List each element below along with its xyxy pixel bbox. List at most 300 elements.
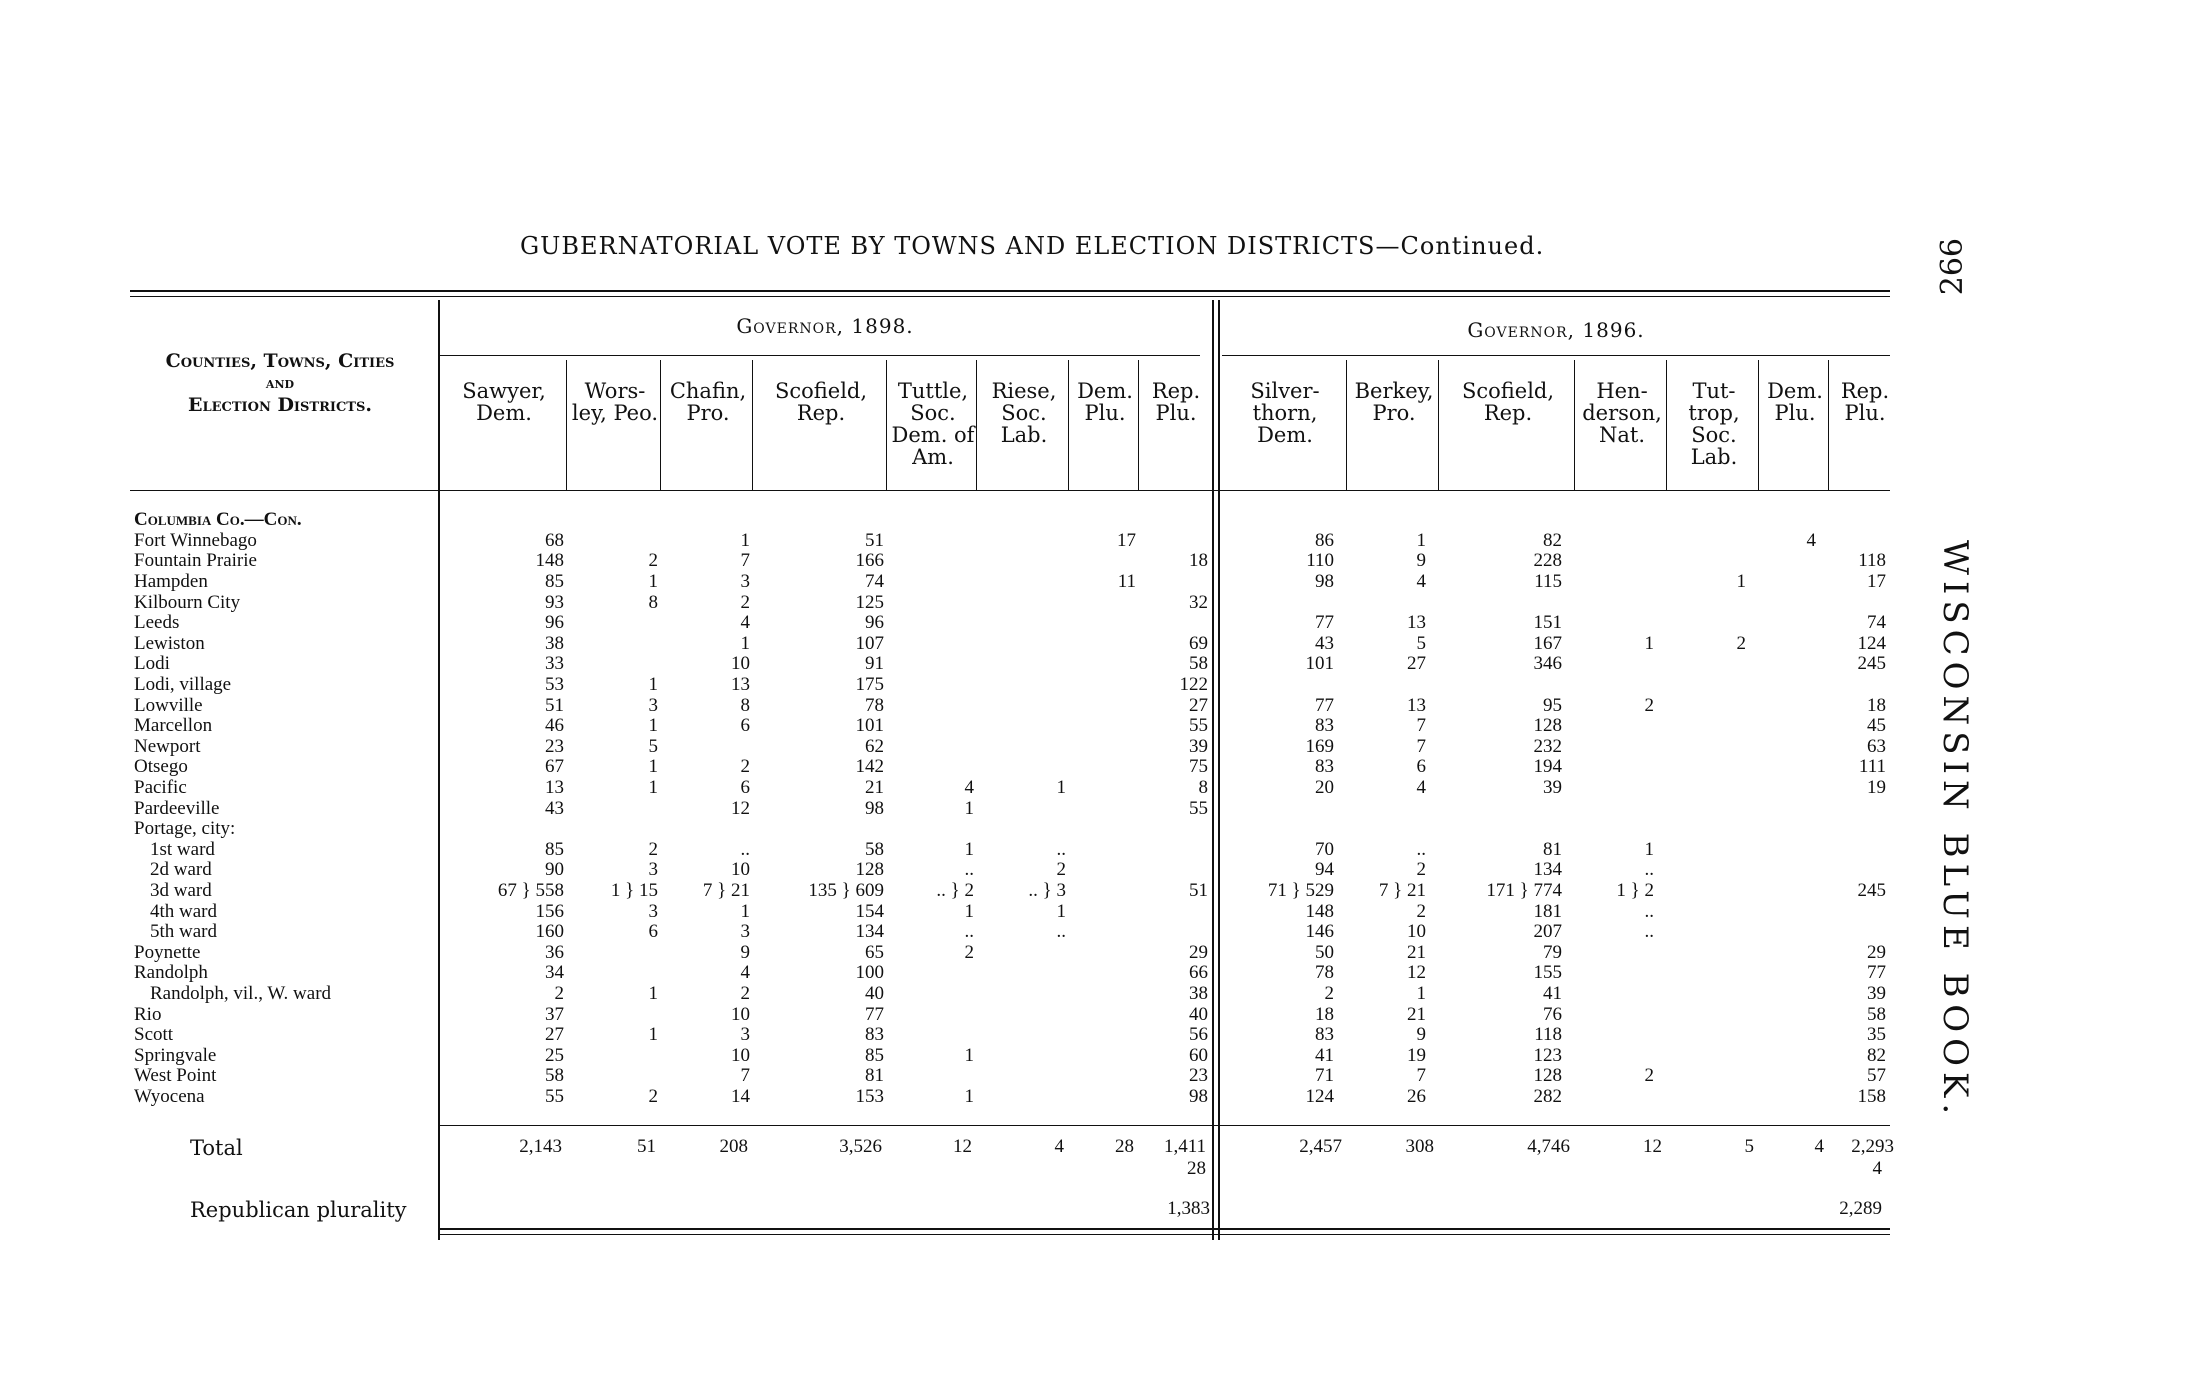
vote-cell: 148 <box>1305 901 1334 922</box>
group-rule-1898 <box>440 355 1200 356</box>
vote-cell <box>978 716 1070 737</box>
vote-cell: 128 <box>855 860 884 881</box>
vote-cell: 3 <box>648 860 658 881</box>
vote-cell: 78 <box>1315 963 1334 984</box>
vote-cell: 9 <box>1416 1024 1426 1046</box>
vote-cell: 1 <box>1416 983 1426 1004</box>
vote-cell <box>1658 778 1750 799</box>
vote-cell: 1 <box>964 901 974 922</box>
vote-cell: 62 <box>865 736 884 757</box>
header-col-rule <box>1758 360 1759 490</box>
vote-cell: 56 <box>1189 1024 1208 1046</box>
vote-cell <box>1820 901 1890 922</box>
vote-cell <box>1338 675 1430 696</box>
vote-cell: 107 <box>855 633 884 654</box>
vote-cell: .. <box>964 921 974 943</box>
vote-cell: 2 <box>740 983 750 1004</box>
vote-cell <box>1070 963 1140 984</box>
vote-cell: 40 <box>865 983 884 1004</box>
vote-cell <box>888 737 978 758</box>
vote-cell: 83 <box>1315 1024 1334 1046</box>
vote-cell: 10 <box>1407 921 1426 943</box>
total-cell: 51 <box>637 1136 656 1157</box>
vote-cell <box>568 942 662 963</box>
vote-cell: 110 <box>1306 551 1334 572</box>
vote-cell <box>1658 1025 1750 1046</box>
vote-cell: 1 <box>740 633 750 654</box>
header-col-rule <box>1346 360 1347 490</box>
vote-cell <box>1658 860 1750 881</box>
vote-cell <box>1140 901 1212 922</box>
vote-cell: 67 <box>545 757 564 778</box>
vote-cell: 3 <box>648 695 658 716</box>
plurality-1896: 2,289 <box>1839 1198 1882 1219</box>
total-cell: 4 <box>1814 1136 1824 1157</box>
running-header-title: WISCONSIN BLUE BOOK. <box>1935 540 1975 1121</box>
vote-cell <box>1658 716 1750 737</box>
vote-cell: 27 <box>545 1024 564 1046</box>
vote-cell: 1 <box>1056 901 1066 922</box>
vote-cell: 167 <box>1533 633 1562 654</box>
empty-cell <box>1140 510 1212 531</box>
vote-cell: 4 <box>1806 530 1816 551</box>
vote-cell <box>978 675 1070 696</box>
table-row <box>130 551 1890 572</box>
empty-cell <box>978 510 1070 531</box>
vote-cell: 35 <box>1867 1024 1886 1046</box>
vote-cell: .. <box>1644 901 1654 922</box>
vote-cell <box>1658 757 1750 778</box>
empty-cell <box>662 510 754 531</box>
district-name: Otsego <box>134 757 188 778</box>
vote-cell: 65 <box>865 942 884 963</box>
district-name: Hampden <box>134 571 208 593</box>
district-name: Lodi, village <box>134 674 232 696</box>
table-row <box>130 1045 1890 1066</box>
vote-cell: 13 <box>545 777 564 799</box>
vote-cell: 7 } 21 <box>1378 880 1426 901</box>
vote-cell: 1 } 15 <box>610 880 658 901</box>
vote-cell: 245 <box>1857 654 1886 675</box>
vote-cell <box>1070 695 1140 716</box>
vote-cell: 3 <box>740 1024 750 1046</box>
vote-cell <box>978 531 1070 552</box>
vote-cell <box>1070 942 1140 963</box>
vote-cell <box>978 737 1070 758</box>
table-row <box>130 922 1890 943</box>
vote-cell <box>1820 592 1890 613</box>
vote-cell: .. <box>964 860 974 881</box>
vote-cell <box>662 819 754 840</box>
vote-cell: 34 <box>545 963 564 984</box>
vote-cell <box>1070 901 1140 922</box>
total-sub-1898: 28 <box>1187 1158 1206 1179</box>
vote-cell <box>888 675 978 696</box>
vote-cell <box>662 737 754 758</box>
vote-table <box>130 510 1890 1107</box>
vote-cell: 4 <box>1416 571 1426 593</box>
vote-cell: 55 <box>1189 798 1208 819</box>
vote-cell: 228 <box>1533 551 1562 572</box>
vote-cell: 13 <box>731 674 750 696</box>
total-cell: 308 <box>1405 1136 1434 1157</box>
vote-cell <box>1070 778 1140 799</box>
vote-cell <box>1658 1045 1750 1066</box>
total-cell: 2,457 <box>1299 1136 1342 1157</box>
section-label: Columbia Co.—Con. <box>134 510 302 531</box>
vote-cell <box>1658 1087 1750 1108</box>
header-col-rule <box>1666 360 1667 490</box>
vote-cell: 118 <box>1534 1024 1562 1046</box>
vote-cell: 1 <box>1644 839 1654 860</box>
vote-cell: 111 <box>1858 757 1886 778</box>
vote-cell: 8 <box>740 695 750 716</box>
district-name: 3d ward <box>150 880 212 901</box>
vote-cell <box>1566 798 1658 819</box>
vote-cell <box>1070 613 1140 634</box>
vote-cell: 128 <box>1533 715 1562 737</box>
vote-cell: 3 <box>648 901 658 922</box>
vote-cell <box>1750 572 1820 593</box>
vote-cell <box>1070 840 1140 861</box>
vote-cell <box>978 1066 1070 1087</box>
total-rule <box>440 1125 1890 1126</box>
vote-cell <box>1430 675 1566 696</box>
vote-cell: 86 <box>1315 530 1334 551</box>
vote-cell: 85 <box>545 571 564 593</box>
vote-cell <box>888 757 978 778</box>
vote-cell <box>888 634 978 655</box>
total-cell: 12 <box>953 1136 972 1157</box>
vote-cell <box>568 531 662 552</box>
vote-cell <box>1820 819 1890 840</box>
vote-cell <box>1338 798 1430 819</box>
vote-cell: 58 <box>865 839 884 860</box>
vote-cell: 5 <box>1416 633 1426 654</box>
empty-cell <box>1430 510 1566 531</box>
vote-cell: 18 <box>1189 551 1208 572</box>
vote-cell <box>1750 551 1820 572</box>
plurality-label: Republican plurality <box>190 1198 407 1222</box>
vote-cell: 181 <box>1533 901 1562 922</box>
vote-cell: 66 <box>1189 963 1208 984</box>
empty-cell <box>1212 510 1338 531</box>
vote-cell <box>1070 922 1140 943</box>
total-cell: 3,526 <box>839 1136 882 1157</box>
vote-cell: 85 <box>865 1045 884 1066</box>
header-col-rule <box>1438 360 1439 490</box>
vote-cell <box>568 819 662 840</box>
vote-cell <box>888 572 978 593</box>
top-rule-thin <box>130 296 1890 297</box>
vote-cell <box>1658 798 1750 819</box>
header-col-rule <box>1068 360 1069 490</box>
vote-cell: 91 <box>865 654 884 675</box>
vote-cell: 1 <box>648 674 658 696</box>
header-col-rule <box>1828 360 1829 490</box>
vote-cell: 124 <box>1857 633 1886 654</box>
table-row <box>130 963 1890 984</box>
vote-cell: 63 <box>1867 736 1886 757</box>
vote-cell <box>1750 942 1820 963</box>
vote-cell: 10 <box>731 1004 750 1025</box>
vote-cell: 33 <box>545 654 564 675</box>
vote-cell <box>888 716 978 737</box>
vote-cell <box>888 1066 978 1087</box>
column-header: Wors-ley, Peo. <box>571 379 659 425</box>
vote-cell <box>568 1045 662 1066</box>
vote-cell: 1 <box>740 530 750 551</box>
vote-cell <box>1658 695 1750 716</box>
vote-cell <box>1658 654 1750 675</box>
vote-cell: 11 <box>1117 571 1136 593</box>
bottom-rule-thin <box>440 1234 1890 1235</box>
vote-cell <box>978 942 1070 963</box>
vote-cell: 17 <box>1117 530 1136 551</box>
vote-cell: 27 <box>1407 654 1426 675</box>
total-cell: 5 <box>1744 1136 1754 1157</box>
vote-cell <box>1070 1004 1140 1025</box>
row-header: Counties, Towns, Cities and Election Districts. <box>165 350 395 416</box>
vote-cell <box>1658 1004 1750 1025</box>
vote-cell: 41 <box>1315 1045 1334 1066</box>
vote-cell <box>1070 716 1140 737</box>
vote-cell: 36 <box>545 942 564 963</box>
vote-cell: 4 <box>740 612 750 634</box>
total-cell: 28 <box>1115 1136 1134 1157</box>
vote-cell: 75 <box>1189 757 1208 778</box>
vote-cell <box>1566 942 1658 963</box>
vote-cell: 13 <box>1407 695 1426 716</box>
vote-cell: 125 <box>855 592 884 613</box>
vote-cell: 207 <box>1533 921 1562 943</box>
vote-cell: 124 <box>1305 1086 1334 1107</box>
vote-cell: 10 <box>731 654 750 675</box>
vote-cell: 68 <box>545 530 564 551</box>
vote-cell: 82 <box>1867 1045 1886 1066</box>
vote-cell <box>1820 675 1890 696</box>
vote-cell <box>1658 737 1750 758</box>
vote-cell <box>1820 860 1890 881</box>
vote-cell <box>1750 757 1820 778</box>
vote-cell: 39 <box>1189 736 1208 757</box>
vote-cell <box>888 654 978 675</box>
vote-cell: 82 <box>1543 530 1562 551</box>
group-header-1898: Governor, 1898. <box>736 314 914 338</box>
vote-cell <box>978 1087 1070 1108</box>
vote-cell: 76 <box>1543 1004 1562 1025</box>
vote-cell: 70 <box>1315 839 1334 860</box>
vote-cell: 7 } 21 <box>702 880 750 901</box>
vote-cell <box>1566 778 1658 799</box>
vote-cell: 69 <box>1189 633 1208 654</box>
vote-cell: 83 <box>865 1024 884 1046</box>
vote-cell: 39 <box>1543 777 1562 799</box>
vote-cell <box>1750 1066 1820 1087</box>
vote-cell <box>1212 819 1338 840</box>
vote-cell <box>754 819 888 840</box>
group-header-1896: Governor, 1896. <box>1467 318 1645 342</box>
empty-cell <box>754 510 888 531</box>
vote-cell <box>1566 737 1658 758</box>
vote-cell: 123 <box>1533 1045 1562 1066</box>
vote-cell <box>978 1004 1070 1025</box>
vote-cell <box>1070 654 1140 675</box>
vote-cell: 2 <box>1056 860 1066 881</box>
vote-cell: 6 <box>740 715 750 737</box>
vote-cell <box>1658 531 1750 552</box>
vote-cell: 9 <box>740 942 750 963</box>
vote-cell <box>1750 901 1820 922</box>
vote-cell <box>1658 840 1750 861</box>
vote-cell: 8 <box>1198 777 1208 799</box>
vote-cell <box>1070 592 1140 613</box>
empty-cell <box>440 510 568 531</box>
vote-cell <box>1750 1087 1820 1108</box>
total-sub-1896: 4 <box>1872 1158 1882 1179</box>
vote-cell: 10 <box>731 860 750 881</box>
total-cell: 1,411 <box>1163 1136 1206 1157</box>
vote-cell <box>1070 1025 1140 1046</box>
vote-cell: 6 <box>1416 757 1426 778</box>
header-col-rule <box>752 360 753 490</box>
vote-cell <box>1070 819 1140 840</box>
vote-cell: 98 <box>1189 1086 1208 1107</box>
vote-cell: 7 <box>740 1066 750 1087</box>
vote-cell: 1 <box>648 715 658 737</box>
district-name: Pacific <box>134 777 187 799</box>
district-name: 1st ward <box>150 839 215 860</box>
vote-cell: 55 <box>545 1086 564 1107</box>
vote-cell: 18 <box>1867 695 1886 716</box>
vote-cell <box>1750 881 1820 902</box>
vote-cell <box>888 1004 978 1025</box>
vote-cell: 85 <box>545 839 564 860</box>
vote-cell <box>978 613 1070 634</box>
vote-cell <box>888 819 978 840</box>
vote-cell <box>1140 840 1212 861</box>
column-header: Dem. Plu. <box>1077 379 1133 425</box>
vote-cell <box>1338 819 1430 840</box>
vote-cell <box>1070 1087 1140 1108</box>
district-name: Lewiston <box>134 633 205 654</box>
vote-cell: 169 <box>1305 736 1334 757</box>
vote-cell: 2 <box>740 592 750 613</box>
table-row <box>130 757 1890 778</box>
vote-cell: 8 <box>648 592 658 613</box>
table-row <box>130 695 1890 716</box>
vote-cell: 1 <box>964 1045 974 1066</box>
vote-cell <box>568 634 662 655</box>
empty-cell <box>888 510 978 531</box>
vote-cell: 134 <box>1533 860 1562 881</box>
vote-cell <box>1566 531 1658 552</box>
vote-cell <box>1212 798 1338 819</box>
vote-cell <box>1566 592 1658 613</box>
plurality-1898: 1,383 <box>1167 1198 1210 1219</box>
column-header: Dem. Plu. <box>1767 379 1823 425</box>
vote-cell <box>568 1004 662 1025</box>
vote-cell: 46 <box>545 715 564 737</box>
vote-cell: 39 <box>1867 983 1886 1004</box>
district-name: Pardeeville <box>134 798 220 819</box>
district-name: Randolph <box>134 963 208 984</box>
vote-cell: 155 <box>1533 963 1562 984</box>
vote-cell: 55 <box>1189 715 1208 737</box>
vote-cell <box>1212 675 1338 696</box>
vote-cell: 115 <box>1534 571 1562 593</box>
vote-cell <box>978 984 1070 1005</box>
vote-cell: 1 <box>648 983 658 1004</box>
column-header: Sawyer, Dem. <box>462 379 546 425</box>
vote-cell <box>978 963 1070 984</box>
vote-cell: 26 <box>1407 1086 1426 1107</box>
table-row <box>130 984 1890 1005</box>
vote-cell <box>1658 942 1750 963</box>
empty-cell <box>1338 510 1430 531</box>
vote-cell: 41 <box>1543 983 1562 1004</box>
vote-cell: 282 <box>1533 1086 1562 1107</box>
vote-cell <box>1658 963 1750 984</box>
header-bottom-rule <box>130 490 1890 491</box>
vote-cell: 43 <box>545 798 564 819</box>
vote-cell: 37 <box>545 1004 564 1025</box>
header-col-rule <box>1574 360 1575 490</box>
vote-cell <box>1820 840 1890 861</box>
vote-cell: 81 <box>1543 839 1562 860</box>
bottom-rule <box>440 1228 1890 1230</box>
vote-cell: 3 <box>740 921 750 943</box>
vote-cell <box>568 963 662 984</box>
vote-cell <box>1750 1045 1820 1066</box>
vote-cell: 2 <box>740 757 750 778</box>
vote-cell: 7 <box>740 551 750 572</box>
vote-cell: 12 <box>1407 963 1426 984</box>
vote-cell: 160 <box>535 921 564 943</box>
vote-cell: 154 <box>855 901 884 922</box>
vote-cell <box>1070 984 1140 1005</box>
district-name: Scott <box>134 1024 174 1046</box>
column-header: Tut-trop, Soc. Lab. <box>1688 379 1740 469</box>
vote-cell <box>1566 572 1658 593</box>
table-row <box>130 1025 1890 1046</box>
vote-cell: 346 <box>1533 654 1562 675</box>
vote-cell: 50 <box>1315 942 1334 963</box>
vote-cell: 156 <box>535 901 564 922</box>
column-header: Chafin, Pro. <box>669 379 747 425</box>
vote-cell <box>1140 572 1212 593</box>
page-title: GUBERNATORIAL VOTE BY TOWNS AND ELECTION DISTRICTS—Continued. <box>520 232 1545 260</box>
header-col-rule <box>976 360 977 490</box>
vote-cell <box>1070 1066 1140 1087</box>
total-cell: 4,746 <box>1527 1136 1570 1157</box>
vote-cell: 21 <box>1407 1004 1426 1025</box>
vote-cell: 51 <box>1189 880 1208 901</box>
vote-cell: 18 <box>1315 1004 1334 1025</box>
district-name: Lodi <box>134 654 170 675</box>
vote-cell <box>1070 634 1140 655</box>
vote-cell <box>1566 757 1658 778</box>
vote-cell: 9 <box>1416 551 1426 572</box>
column-header: Scofield, Rep. <box>774 379 868 425</box>
vote-cell: 23 <box>545 736 564 757</box>
district-name: Kilbourn City <box>134 592 241 613</box>
vote-cell <box>1750 840 1820 861</box>
header-col-rule <box>886 360 887 490</box>
vote-cell: 166 <box>855 551 884 572</box>
district-name: Wyocena <box>134 1086 205 1107</box>
vote-cell <box>1070 860 1140 881</box>
